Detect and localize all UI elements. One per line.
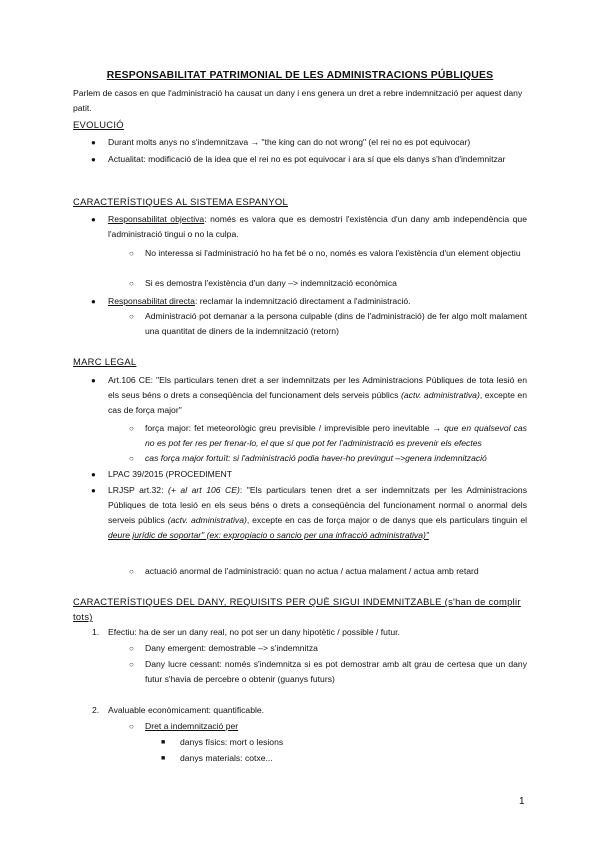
bullet-dot-icon: ● (91, 215, 96, 224)
list-item: No interessa si l'administració ho ha fet bé o no, només es valora l'existència d'un element objectiu (145, 248, 521, 258)
term-objectiva: Responsabilitat objectiva (108, 214, 205, 224)
document-title: RESPONSABILITAT PATRIMONIAL DE LES ADMINISTRACIONS PÚBLIQUES (106, 70, 494, 81)
list-item: Dany lucre cessant: només s'indemnitza si es pot demostrar amb alt grau de certesa que un dany futur s'havia de percebre o obtenir (guanys futurs) (145, 659, 527, 684)
text: : només es valora que es demostri l'existència d'un dany amb independència que l'administració tingui o no la culpa. (108, 214, 527, 239)
list-item: Efectiu: ha de ser un dany real, no pot ser un dany hipotètic / possible / futur. (108, 627, 400, 637)
text: LRJSP art.32: (108, 485, 169, 495)
text: : reclamar la indemnització directament a l'administració. (194, 296, 411, 306)
term-directa: Responsabilitat directa (108, 296, 195, 306)
bullet-square-icon: ■ (161, 739, 166, 746)
bullet-circle-icon: ○ (129, 454, 134, 463)
list-item: danys materials: cotxe... (180, 753, 273, 763)
list-item: Avaluable econòmicament: quantificable. (108, 705, 265, 715)
list-item: cas força major fortuït: si l'administració podia haver-ho previngut –>genera indemnització (145, 453, 487, 463)
intro-paragraph: Parlem de casos en que l'administració ha causat un dany i ens genera un dret a rebre indemnització per aquest dany patit. (73, 88, 523, 113)
list-number: 2. (92, 705, 100, 715)
text-italic: (+ al art 106 CE) (168, 485, 240, 495)
list-item: actuació anormal de l'administració: quan no actua / actua malament / actua amb retard (145, 566, 479, 576)
list-item (108, 483, 527, 543)
bullet-dot-icon: ● (91, 486, 96, 495)
list-item: Durant molts anys no s'indemnitzava → "the king can do not wrong" (el rei no es pot equivocar) (108, 137, 471, 147)
text: força major: fet meteorològic greu previsible / imprevisible pero inevitable → (145, 423, 445, 433)
bullet-circle-icon: ○ (129, 279, 134, 288)
bullet-circle-icon: ○ (129, 249, 134, 258)
list-item (108, 294, 527, 309)
heading-dany: CARACTERÍSTIQUES DEL DANY, REQUISITS PER QUÈ SIGUI INDEMNITZABLE (s'han de complir tots) (73, 596, 521, 622)
text-italic: (actv. administrativa) (167, 515, 247, 525)
list-item (108, 212, 527, 242)
bullet-circle-icon: ○ (129, 660, 134, 669)
bullet-dot-icon: ● (91, 297, 96, 306)
text: : "Els particulars tenen dret a ser indemnitzats per les Administracions Públiques de tota lesió en els seus béns o drets a conseqüència del funcionament normal o anormal dels serveis públics (108, 485, 527, 525)
bullet-dot-icon: ● (91, 376, 96, 385)
text: , excepte en cas de força major o de danys que els particulars tinguin el (246, 515, 528, 525)
text-italic: (actv. administrativa) (401, 390, 480, 400)
list-item: Dany emergent: demostrable –> s'indemnitza (145, 643, 318, 653)
text-italic: que en qualsevol cas no es pot fer res per frenar-lo, el que sí que pot fer l'administració es prevenir els efectes (145, 423, 527, 448)
text: , excepte en cas de força major" (108, 390, 527, 415)
list-item: LPAC 39/2015 (PROCEDIMENT (108, 469, 233, 479)
bullet-circle-icon: ○ (129, 312, 134, 321)
page-number: 1 (519, 796, 525, 807)
text: Art.106 CE: "Els particulars tenen dret a ser indemnitzats per les Administracions Públiques de tota lesió en els seus béns o drets a conseqüència del funcionament dels serveis públics (108, 375, 527, 400)
bullet-circle-icon: ○ (129, 567, 134, 576)
list-item (145, 421, 527, 451)
heading-caracteristiques: CARACTERÍSTIQUES AL SISTEMA ESPANYOL (73, 196, 289, 207)
bullet-circle-icon: ○ (129, 722, 134, 731)
heading-evolucio: EVOLUCIÓ (73, 119, 124, 130)
bullet-circle-icon: ○ (129, 424, 134, 433)
list-item: Si es demostra l'existència d'un dany –> indemnització econòmica (145, 278, 397, 288)
list-item: Dret a indemnització per (145, 721, 239, 731)
list-item: Actualitat: modificació de la idea que el rei no es pot equivocar i ara sí que els danys s'han d'indemnitzar (108, 154, 506, 164)
list-item: Administració pot demanar a la persona culpable (dins de l'administració) de fer algo molt malament una quantitat de diners de la indemnització (retorn) (145, 311, 527, 336)
list-item (108, 373, 527, 418)
bullet-dot-icon: ● (91, 138, 96, 147)
bullet-dot-icon: ● (91, 470, 96, 479)
list-number: 1. (92, 627, 100, 637)
bullet-circle-icon: ○ (129, 644, 134, 653)
list-item: danys físics: mort o lesions (180, 737, 284, 747)
bullet-square-icon: ■ (161, 755, 166, 762)
bullet-dot-icon: ● (91, 155, 96, 164)
text-underlined: deure jurídic de soportar" (ex: expropiacio o sancio per una infracció administrativa)" (108, 530, 429, 540)
heading-marc-legal: MARC LEGAL (73, 356, 137, 367)
